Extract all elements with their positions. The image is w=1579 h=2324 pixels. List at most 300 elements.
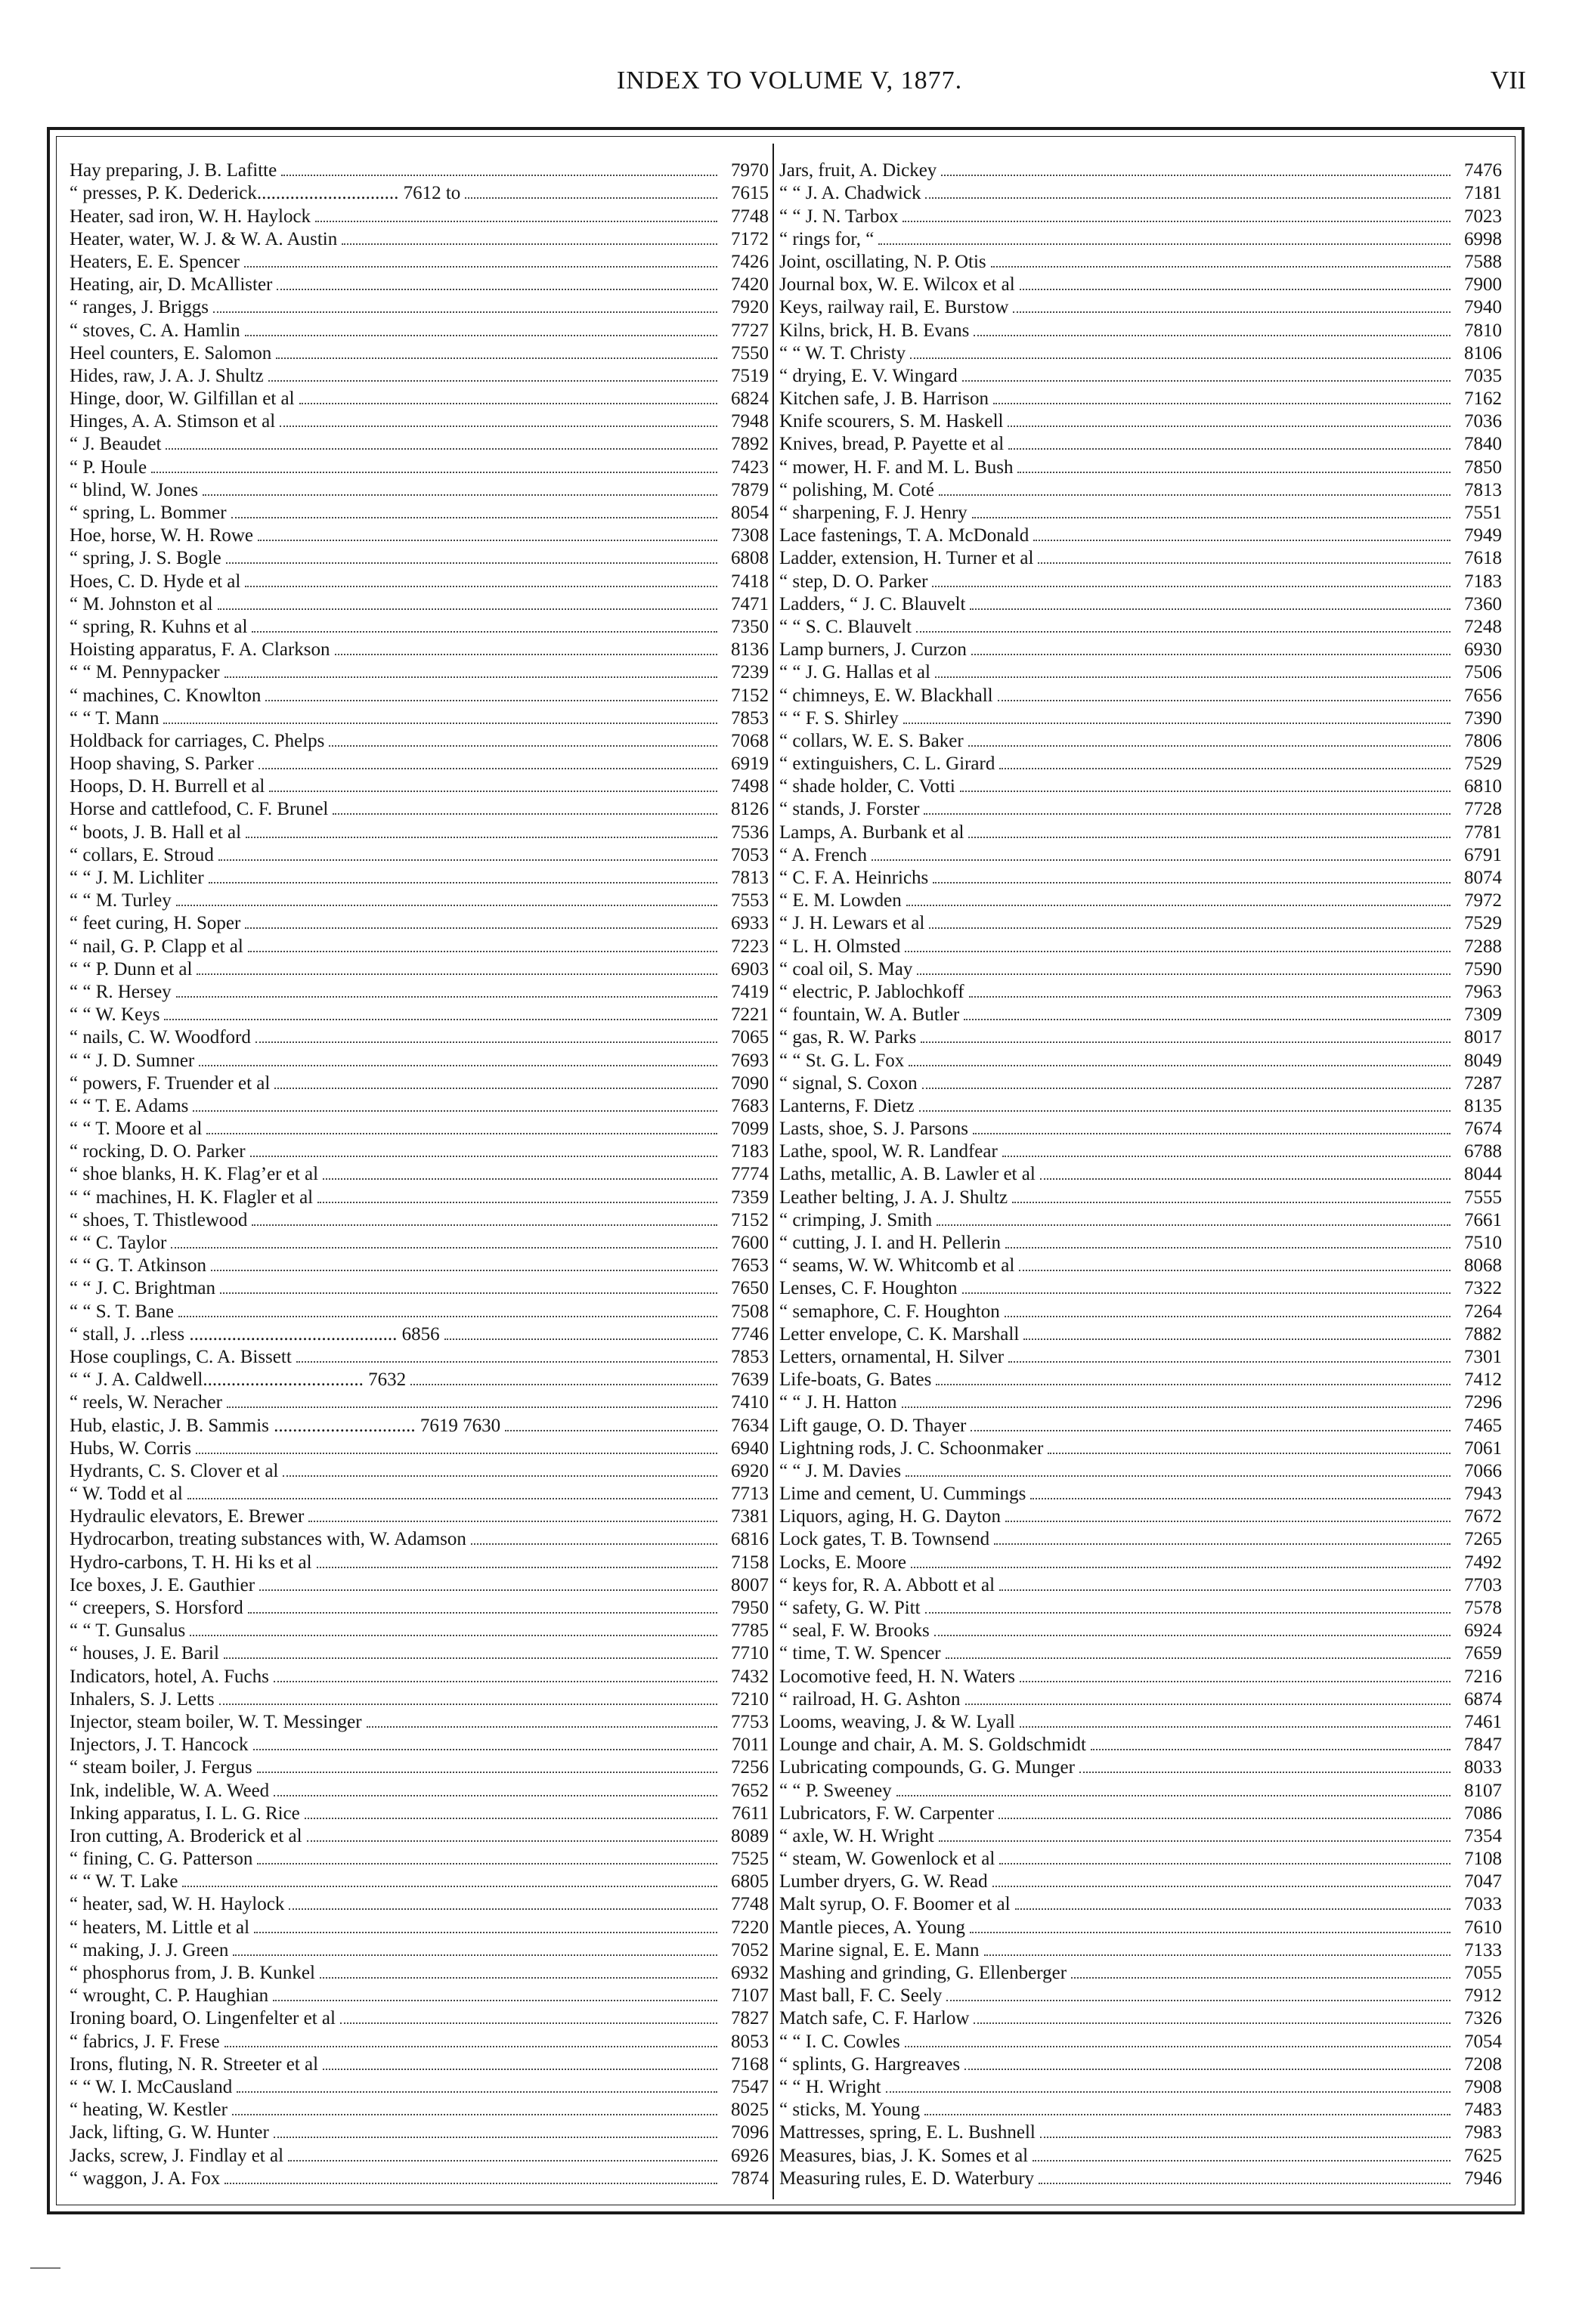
dot-leader	[905, 951, 1451, 952]
entry-page-number: 7972	[1464, 890, 1502, 911]
dot-leader	[970, 1932, 1451, 1933]
dot-leader	[252, 1224, 717, 1226]
entry-subject: Kilns, brick, H. B. Evans	[779, 320, 970, 341]
dot-leader	[171, 1247, 717, 1249]
entry-page-number: 7813	[731, 868, 769, 888]
index-entry	[779, 911, 1502, 934]
index-entry	[779, 2098, 1502, 2121]
index-entry	[779, 1892, 1502, 1915]
entry-subject: Horse and cattlefood, C. F. Brunel	[70, 799, 329, 820]
index-entry	[779, 2075, 1502, 2098]
index-entry	[70, 638, 769, 661]
entry-page-number: 7650	[731, 1278, 769, 1299]
dot-leader	[410, 1384, 717, 1385]
entry-page-number: 7555	[1464, 1187, 1502, 1208]
entry-page-number: 7420	[731, 274, 769, 296]
entry-subject: Hoe, horse, W. H. Rowe	[70, 525, 254, 546]
entry-subject: “ fountain, W. A. Butler	[779, 1004, 960, 1026]
index-entry	[779, 1162, 1502, 1185]
dot-leader	[176, 905, 717, 906]
index-entry	[70, 1847, 769, 1870]
entry-page-number: 7360	[1464, 593, 1502, 614]
index-entry	[779, 1117, 1502, 1140]
index-entry	[779, 296, 1502, 318]
entry-page-number: 7588	[1464, 251, 1502, 272]
entry-page-number: 7781	[1464, 822, 1502, 843]
index-entry	[70, 1231, 769, 1254]
index-entry	[70, 1642, 769, 1664]
index-entry	[779, 889, 1502, 911]
entry-page-number: 7634	[731, 1415, 769, 1436]
entry-page-number: 7381	[731, 1506, 769, 1527]
dot-leader	[1023, 1338, 1451, 1340]
entry-page-number: 7600	[731, 1233, 769, 1253]
entry-subject: Keys, railway rail, E. Burstow	[779, 297, 1009, 318]
dot-leader	[227, 1406, 717, 1408]
entry-subject: “ “ W. I. McCausland	[70, 2076, 233, 2097]
dot-leader	[974, 2022, 1451, 2024]
index-entry	[70, 1117, 769, 1140]
index-entry	[70, 820, 769, 843]
entry-subject: Heaters, E. E. Spencer	[70, 251, 240, 272]
entry-subject: “ “ W. Keys	[70, 1004, 160, 1026]
entry-subject: “ semaphore, C. F. Houghton	[779, 1301, 1000, 1322]
entry-page-number: 7432	[731, 1666, 769, 1687]
dot-leader	[273, 2000, 717, 2001]
entry-subject: Hoop shaving, S. Parker	[70, 754, 254, 775]
entry-page-number: 7158	[731, 1552, 769, 1573]
entry-subject: “ shoes, T. Thistlewood	[70, 1209, 248, 1230]
entry-page-number: 7746	[731, 1323, 769, 1345]
dot-leader	[246, 837, 717, 838]
entry-subject: “ polishing, M. Coté	[779, 479, 934, 500]
entry-page-number: 7693	[731, 1050, 769, 1071]
dot-leader	[254, 1932, 717, 1933]
index-entry	[70, 843, 769, 866]
entry-subject: “ safety, G. W. Pitt	[779, 1598, 921, 1618]
entry-page-number: 7296	[1464, 1392, 1502, 1413]
entry-subject: Heating, air, D. McAllister	[70, 274, 273, 296]
dot-leader	[305, 1818, 717, 1819]
dot-leader	[211, 1270, 717, 1271]
dot-leader	[964, 1019, 1451, 1020]
entry-page-number: 7035	[1464, 365, 1502, 386]
index-entry	[779, 478, 1502, 501]
entry-page-number: 8007	[731, 1574, 769, 1595]
dot-leader	[905, 2046, 1451, 2047]
dot-leader	[946, 1657, 1451, 1659]
entry-subject: “ railroad, H. G. Ashton	[779, 1688, 961, 1710]
entry-page-number: 7963	[1464, 981, 1502, 1002]
index-entry	[779, 2121, 1502, 2143]
entry-subject: “ “ P. Dunn et al	[70, 958, 193, 979]
dot-leader	[924, 2114, 1451, 2115]
entry-subject: Indicators, hotel, A. Fuchs	[70, 1666, 269, 1687]
dot-leader	[906, 905, 1451, 906]
entry-subject: “ heater, sad, W. H. Haylock	[70, 1894, 285, 1915]
entry-subject: Match safe, C. F. Harlow	[779, 2008, 970, 2029]
entry-page-number: 7419	[731, 981, 769, 1002]
entry-subject: Marine signal, E. E. Mann	[779, 1939, 980, 1960]
dot-leader	[902, 1406, 1451, 1408]
dot-leader	[178, 1316, 717, 1317]
index-entry	[70, 866, 769, 889]
dot-leader	[999, 1589, 1451, 1591]
entry-subject: “ chimneys, E. W. Blackhall	[779, 685, 993, 706]
entry-subject: “ seal, F. W. Brooks	[779, 1620, 930, 1642]
dot-leader	[258, 540, 717, 541]
entry-subject: Letters, ornamental, H. Silver	[779, 1346, 1005, 1367]
index-entry	[70, 159, 769, 181]
entry-subject: “ J. H. Lewars et al	[779, 913, 925, 934]
dot-leader	[220, 1292, 717, 1294]
entry-subject: “ sticks, M. Young	[779, 2100, 921, 2121]
dot-leader	[1002, 1156, 1451, 1157]
entry-page-number: 8049	[1464, 1050, 1502, 1071]
entry-page-number: 7047	[1464, 1871, 1502, 1892]
index-entry	[779, 342, 1502, 364]
entry-subject: Lime and cement, U. Cummings	[779, 1484, 1026, 1505]
index-entry	[70, 1072, 769, 1094]
entry-page-number: 7350	[731, 616, 769, 637]
entry-page-number: 7615	[731, 183, 769, 204]
entry-subject: Ice boxes, J. E. Gauthier	[70, 1574, 255, 1595]
entry-page-number: 7210	[731, 1688, 769, 1710]
entry-subject: “ reels, W. Neracher	[70, 1392, 222, 1413]
entry-subject: “ step, D. O. Parker	[779, 571, 928, 592]
entry-subject: “ “ T. Mann	[70, 707, 159, 729]
entry-subject: “ “ W. T. Christy	[779, 342, 906, 364]
dot-leader	[906, 1475, 1451, 1477]
dot-leader	[1020, 289, 1451, 290]
index-entry	[779, 1048, 1502, 1071]
index-entry	[70, 227, 769, 250]
entry-subject: “ “ J. G. Hallas et al	[779, 662, 930, 683]
entry-page-number: 7683	[731, 1095, 769, 1116]
entry-page-number: 7301	[1464, 1346, 1502, 1367]
entry-page-number: 7774	[731, 1164, 769, 1185]
index-entry	[70, 478, 769, 501]
index-entry	[70, 1550, 769, 1573]
dot-leader	[1030, 1498, 1451, 1499]
entry-subject: “ spring, R. Kuhns et al	[70, 616, 248, 637]
dot-leader	[1048, 1453, 1451, 1454]
entry-subject: “ making, J. J. Green	[70, 1939, 229, 1960]
dot-leader	[213, 311, 717, 313]
entry-subject: “ extinguishers, C. L. Girard	[779, 754, 995, 775]
dot-leader	[1019, 1270, 1451, 1271]
dot-leader	[916, 631, 1451, 633]
entry-subject: Hydrants, C. S. Clover et al	[70, 1460, 279, 1481]
index-entry	[779, 2167, 1502, 2189]
entry-page-number: 7239	[731, 662, 769, 683]
dot-leader	[219, 1704, 717, 1705]
entry-page-number: 7248	[1464, 616, 1502, 637]
index-entry	[779, 1345, 1502, 1368]
entry-subject: Letter envelope, C. K. Marshall	[779, 1323, 1020, 1345]
index-entry	[779, 1505, 1502, 1527]
entry-subject: “ spring, L. Bommer	[70, 503, 227, 523]
index-entry	[70, 1710, 769, 1733]
dot-leader	[1038, 562, 1451, 564]
entry-page-number: 8126	[731, 799, 769, 820]
entry-page-number: 6940	[731, 1437, 769, 1459]
entry-subject: “ P. Houle	[70, 456, 147, 478]
entry-page-number: 7264	[1464, 1301, 1502, 1322]
index-entry	[779, 159, 1502, 181]
index-entry	[70, 1824, 769, 1847]
entry-page-number: 7672	[1464, 1506, 1502, 1527]
dot-leader	[917, 973, 1451, 975]
page-number: VII	[1490, 67, 1526, 94]
entry-subject: “ M. Johnston et al	[70, 593, 213, 614]
dot-leader	[166, 448, 717, 450]
entry-subject: Hinge, door, W. Gilfillan et al	[70, 388, 295, 410]
dot-leader	[231, 517, 717, 518]
entry-page-number: 7461	[1464, 1711, 1502, 1732]
entry-subject: “ crimping, J. Smith	[779, 1209, 933, 1230]
entry-subject: “ “ J. M. Davies	[779, 1460, 902, 1481]
dot-leader	[329, 745, 717, 747]
entry-page-number: 7727	[731, 320, 769, 341]
entry-subject: Lathe, spool, W. R. Landfear	[779, 1141, 998, 1162]
entry-subject: Ink, indelible, W. A. Weed	[70, 1780, 270, 1801]
dot-leader	[999, 1863, 1451, 1864]
entry-page-number: 7879	[731, 479, 769, 500]
index-entry	[70, 318, 769, 341]
entry-subject: “ “ T. Moore et al	[70, 1119, 203, 1140]
index-entry	[70, 593, 769, 615]
entry-subject: “ drying, E. V. Wingard	[779, 365, 958, 386]
entry-page-number: 8053	[731, 2031, 769, 2052]
index-entry	[70, 1437, 769, 1459]
dot-leader	[274, 1088, 717, 1089]
index-entry	[779, 1254, 1502, 1276]
entry-page-number: 6808	[731, 548, 769, 569]
entry-page-number: 7498	[731, 776, 769, 797]
dot-leader	[935, 676, 1451, 678]
entry-subject: “ E. M. Lowden	[779, 890, 902, 911]
entry-page-number: 7061	[1464, 1437, 1502, 1459]
index-entry	[779, 181, 1502, 204]
index-entry	[70, 1527, 769, 1550]
entry-page-number: 7827	[731, 2008, 769, 2029]
index-entry	[70, 1892, 769, 1915]
index-entry	[70, 1254, 769, 1276]
entry-subject: Malt syrup, O. F. Boomer et al	[779, 1894, 1011, 1915]
index-entry	[779, 432, 1502, 455]
dot-leader	[182, 1886, 717, 1887]
dot-leader	[964, 2069, 1451, 2070]
index-entry	[70, 455, 769, 478]
entry-page-number: 8107	[1464, 1780, 1502, 1801]
index-entry	[70, 1482, 769, 1505]
entry-subject: Iron cutting, A. Broderick et al	[70, 1825, 302, 1846]
index-entry	[779, 958, 1502, 980]
entry-page-number: 7946	[1464, 2168, 1502, 2189]
entry-page-number: 7618	[1464, 548, 1502, 569]
index-entry	[779, 387, 1502, 410]
entry-subject: “ phosphorus from, J. B. Kunkel	[70, 1963, 315, 1983]
dot-leader	[237, 2091, 717, 2093]
dot-leader	[878, 243, 1451, 245]
entry-subject: “ seams, W. W. Whitcomb et al	[779, 1255, 1015, 1276]
entry-page-number: 6810	[1464, 776, 1502, 797]
index-entry	[779, 797, 1502, 820]
entry-page-number: 8089	[731, 1825, 769, 1846]
index-entry	[779, 1756, 1502, 1778]
index-entry	[779, 752, 1502, 775]
index-entry	[70, 911, 769, 934]
dot-leader	[209, 882, 717, 883]
index-entry	[779, 820, 1502, 843]
index-entry	[70, 1664, 769, 1687]
entry-subject: Mast ball, F. C. Seely	[779, 1985, 943, 2007]
entry-page-number: 6824	[731, 388, 769, 410]
index-entry	[70, 1459, 769, 1482]
dot-leader	[203, 494, 717, 496]
entry-subject: Ladders, “ J. C. Blauvelt	[779, 593, 966, 614]
entry-subject: Knife scourers, S. M. Haskell	[779, 411, 1004, 432]
entry-page-number: 7882	[1464, 1323, 1502, 1345]
entry-subject: “ “ J. D. Sumner	[70, 1050, 195, 1071]
entry-page-number: 7656	[1464, 685, 1502, 706]
entry-subject: Locks, E. Moore	[779, 1552, 907, 1573]
entry-page-number: 7813	[1464, 479, 1502, 500]
entry-page-number: 7308	[731, 525, 769, 546]
dot-leader	[896, 1795, 1451, 1796]
entry-subject: Life-boats, G. Bates	[779, 1369, 932, 1391]
dot-leader	[965, 1704, 1451, 1705]
entry-subject: “ “ I. C. Cowles	[779, 2031, 900, 2052]
entry-subject: “ splints, G. Hargreaves	[779, 2053, 961, 2075]
entry-page-number: 7728	[1464, 799, 1502, 820]
dot-leader	[998, 1818, 1451, 1819]
dot-leader	[1005, 1247, 1451, 1249]
dot-leader	[299, 403, 717, 404]
entry-page-number: 8017	[1464, 1027, 1502, 1048]
index-entry	[779, 615, 1502, 638]
dot-leader	[886, 2091, 1451, 2093]
column-divider	[772, 144, 774, 2199]
entry-subject: “ “ H. Wright	[779, 2076, 881, 2097]
index-entry	[70, 342, 769, 364]
entry-page-number: 8106	[1464, 342, 1502, 364]
index-entry	[779, 1915, 1502, 1938]
index-entry	[779, 1778, 1502, 1801]
entry-subject: “ “ P. Sweeney	[779, 1780, 892, 1801]
entry-page-number: 7611	[731, 1803, 769, 1824]
entry-subject: “ “ J. A. Caldwell.................................. 7632	[70, 1369, 407, 1391]
index-entry	[779, 204, 1502, 227]
entry-page-number: 7551	[1464, 503, 1502, 523]
dot-leader	[197, 973, 717, 975]
entry-page-number: 6791	[1464, 844, 1502, 865]
entry-subject: Liquors, aging, H. G. Dayton	[779, 1506, 1002, 1527]
dot-leader	[1091, 1749, 1451, 1750]
index-entry	[779, 2007, 1502, 2029]
index-entry	[779, 1072, 1502, 1094]
entry-page-number: 7492	[1464, 1552, 1502, 1573]
entry-page-number: 7090	[731, 1072, 769, 1094]
dot-leader	[1071, 1977, 1451, 1979]
index-entry	[70, 2007, 769, 2029]
entry-page-number: 7183	[1464, 571, 1502, 592]
entry-subject: Laths, metallic, A. B. Lawler et al	[779, 1164, 1036, 1185]
dot-leader	[903, 221, 1451, 222]
dot-leader	[910, 357, 1451, 359]
entry-subject: “ mower, H. F. and M. L. Bush	[779, 456, 1014, 478]
entry-subject: “ “ J. H. Hatton	[779, 1392, 897, 1413]
entry-page-number: 7152	[731, 685, 769, 706]
entry-page-number: 7053	[731, 844, 769, 865]
entry-page-number: 7674	[1464, 1119, 1502, 1140]
index-entry	[70, 1870, 769, 1892]
entry-subject: Looms, weaving, J. & W. Lyall	[779, 1711, 1015, 1732]
dot-leader	[872, 859, 1451, 861]
index-entry	[779, 1368, 1502, 1391]
entry-subject: “ heating, W. Kestler	[70, 2100, 228, 2121]
index-entry	[779, 1459, 1502, 1482]
index-entry	[70, 1733, 769, 1756]
index-entry	[70, 1140, 769, 1162]
entry-page-number: 8136	[731, 639, 769, 661]
entry-page-number: 7850	[1464, 456, 1502, 478]
dot-leader	[992, 1886, 1451, 1887]
entry-subject: “ signal, S. Coxon	[779, 1072, 918, 1094]
entry-subject: Hinges, A. A. Stimson et al	[70, 411, 276, 432]
dot-leader	[307, 1840, 717, 1842]
dot-leader	[1008, 425, 1451, 427]
entry-subject: Lubricators, F. W. Carpenter	[779, 1803, 995, 1824]
index-entry	[779, 1140, 1502, 1162]
entry-subject: Measures, bias, J. K. Somes et al	[779, 2145, 1029, 2166]
dot-leader	[960, 791, 1451, 792]
entry-page-number: 8135	[1464, 1095, 1502, 1116]
entry-page-number: 7086	[1464, 1803, 1502, 1824]
index-entry	[779, 1802, 1502, 1824]
index-entry	[779, 843, 1502, 866]
entry-page-number: 6816	[731, 1529, 769, 1550]
entry-page-number: 7288	[1464, 936, 1502, 957]
entry-page-number: 7108	[1464, 1849, 1502, 1870]
index-entry	[779, 1939, 1502, 1961]
entry-page-number: 7036	[1464, 411, 1502, 432]
dot-leader	[932, 586, 1451, 587]
entry-page-number: 7065	[731, 1027, 769, 1048]
entry-page-number: 7547	[731, 2076, 769, 2097]
index-entry	[779, 1391, 1502, 1413]
dot-leader	[925, 197, 1451, 199]
index-entry	[70, 1323, 769, 1345]
entry-page-number: 6874	[1464, 1688, 1502, 1710]
dot-leader	[941, 175, 1451, 176]
index-entry	[779, 227, 1502, 250]
entry-page-number: 7661	[1464, 1209, 1502, 1230]
entry-page-number: 8068	[1464, 1255, 1502, 1276]
index-entry	[779, 318, 1502, 341]
entry-subject: “ “ machines, H. K. Flagler et al	[70, 1187, 314, 1208]
dot-leader	[274, 2137, 717, 2138]
dot-leader	[320, 1977, 717, 1979]
index-entry	[779, 1413, 1502, 1436]
entry-subject: “ “ T. Gunsalus	[70, 1620, 186, 1642]
dot-leader	[998, 700, 1451, 701]
entry-subject: Mashing and grinding, G. Ellenberger	[779, 1963, 1067, 1983]
dot-leader	[444, 1338, 717, 1340]
index-entry	[779, 593, 1502, 615]
dot-leader	[1005, 1316, 1451, 1317]
